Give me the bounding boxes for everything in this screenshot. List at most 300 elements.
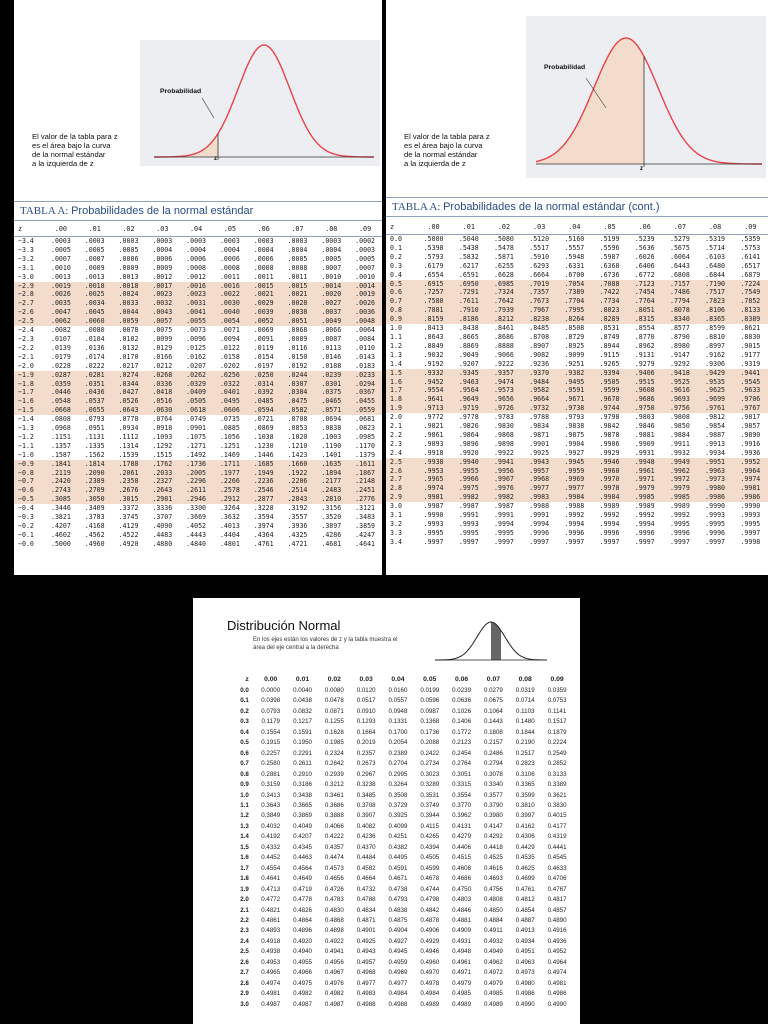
z-label-left: z bbox=[214, 156, 217, 162]
probability-cell: .9994 bbox=[529, 520, 550, 528]
probability-cell: .6844 bbox=[705, 270, 726, 279]
probability-cell: .0274 bbox=[112, 371, 146, 380]
probability-cell: 0.4977 bbox=[356, 979, 376, 987]
probability-cell: .9131 bbox=[634, 350, 655, 359]
probability-cell: .9049 bbox=[458, 350, 479, 359]
probability-cell: .9938 bbox=[416, 458, 451, 467]
probability-cell: .0154 bbox=[253, 352, 274, 361]
probability-cell: .9990 bbox=[423, 511, 444, 520]
probability-cell: .0023 bbox=[145, 290, 179, 299]
probability-cell: .0066 bbox=[321, 326, 342, 335]
probability-cell: 0.4418 bbox=[483, 843, 503, 851]
table-row bbox=[14, 522, 382, 531]
probability-cell: .2420 bbox=[44, 477, 78, 486]
probability-cell: .3632 bbox=[219, 513, 240, 522]
probability-cell: 0.4750 bbox=[452, 885, 472, 893]
probability-cell: .4090 bbox=[152, 522, 173, 530]
probability-cell: .0019 bbox=[348, 290, 382, 299]
z-value-cell: −0.9 bbox=[14, 460, 44, 469]
probability-cell: .0008 bbox=[287, 263, 308, 272]
probability-cell: 0.4920 bbox=[293, 937, 312, 945]
z-value-cell: −0.1 bbox=[18, 530, 34, 539]
probability-cell: .0054 bbox=[213, 317, 247, 326]
table-row bbox=[386, 360, 768, 369]
probability-cell: .0721 bbox=[253, 415, 274, 424]
probability-cell: .9989 bbox=[634, 502, 655, 511]
probability-cell: .9985 bbox=[662, 493, 697, 502]
probability-cell: .0068 bbox=[287, 326, 308, 335]
probability-cell: 0.4979 bbox=[452, 979, 472, 987]
table-row bbox=[14, 424, 382, 433]
probability-cell: .0026 bbox=[348, 299, 382, 308]
probability-cell: .9997 bbox=[423, 537, 444, 546]
probability-cell: 0.3997 bbox=[515, 812, 535, 820]
probability-cell: .0003 bbox=[287, 237, 308, 245]
z-value-cell: 1.8 bbox=[386, 395, 416, 404]
probability-cell: 0.4945 bbox=[388, 948, 408, 956]
probability-cell: .8389 bbox=[733, 315, 768, 324]
pointer-left bbox=[202, 98, 214, 118]
z-value-cell: 0.9 bbox=[386, 315, 416, 324]
probability-cell: .9927 bbox=[564, 448, 585, 457]
probability-cell: .7257 bbox=[416, 288, 451, 297]
probability-cell: .3520 bbox=[321, 513, 342, 522]
probability-cell: .9573 bbox=[486, 386, 521, 395]
probability-cell: 0.4868 bbox=[324, 916, 344, 924]
probability-cell: 0.4222 bbox=[324, 833, 344, 841]
probability-cell: 0.3907 bbox=[356, 812, 376, 820]
table-row bbox=[14, 433, 382, 442]
probability-cell: 0.4850 bbox=[483, 906, 503, 914]
probability-cell: 0.4893 bbox=[261, 927, 281, 935]
probability-cell: .0004 bbox=[186, 245, 207, 254]
probability-cell: .0322 bbox=[213, 380, 247, 389]
probability-cell: .3156 bbox=[321, 504, 342, 513]
probability-cell: .0016 bbox=[213, 282, 247, 291]
probability-cell: .1112 bbox=[118, 432, 139, 441]
z-value-cell: 1.2 bbox=[390, 341, 402, 350]
probability-cell: .9812 bbox=[705, 413, 726, 422]
probability-cell: .1515 bbox=[152, 450, 173, 459]
probability-cell: 0.4948 bbox=[452, 948, 472, 956]
probability-cell: .9881 bbox=[634, 430, 655, 439]
probability-cell: .0018 bbox=[78, 282, 112, 291]
table-row bbox=[223, 853, 573, 863]
table-row bbox=[386, 342, 768, 351]
probability-cell: .1003 bbox=[321, 432, 342, 441]
probability-cell: .0087 bbox=[321, 334, 342, 343]
probability-cell: .9918 bbox=[423, 448, 444, 457]
probability-cell: .0041 bbox=[179, 308, 213, 317]
probability-cell: .0010 bbox=[355, 272, 376, 281]
probability-cell: .9147 bbox=[669, 350, 690, 359]
probability-cell: .9875 bbox=[564, 430, 585, 439]
probability-cell: .0262 bbox=[179, 371, 213, 380]
probability-cell: .7123 bbox=[627, 280, 662, 289]
probability-cell: .0003 bbox=[84, 237, 105, 245]
probability-cell: 0.4625 bbox=[515, 864, 535, 872]
probability-cell: .0244 bbox=[281, 371, 315, 380]
z-value-cell: 3.0 bbox=[390, 502, 402, 511]
z-value-cell: 0.3 bbox=[390, 261, 402, 270]
probability-cell: 0.1591 bbox=[293, 728, 312, 736]
probability-cell: .0003 bbox=[50, 237, 71, 245]
probability-cell: 0.2324 bbox=[324, 749, 344, 757]
probability-cell: 0.4693 bbox=[483, 875, 503, 883]
table-row bbox=[386, 378, 768, 387]
probability-cell: .4129 bbox=[118, 522, 139, 530]
probability-cell: .9608 bbox=[627, 386, 662, 395]
probability-cell: 0.4987 bbox=[324, 1000, 344, 1008]
probability-cell: 0.3849 bbox=[261, 812, 281, 820]
probability-cell: .9975 bbox=[451, 484, 486, 493]
probability-cell: .7088 bbox=[592, 280, 627, 289]
probability-cell: .0006 bbox=[219, 254, 240, 263]
probability-cell: 0.1368 bbox=[420, 718, 440, 726]
probability-cell: .0150 bbox=[287, 352, 308, 361]
probability-cell: .9980 bbox=[698, 484, 733, 493]
probability-cell: .9032 bbox=[423, 350, 444, 359]
probability-cell: .0287 bbox=[44, 371, 78, 380]
probability-cell: 0.3980 bbox=[483, 812, 503, 820]
probability-cell: .0119 bbox=[253, 343, 274, 352]
probability-cell: 0.2939 bbox=[324, 770, 344, 778]
probability-cell: .8925 bbox=[564, 341, 585, 350]
probability-cell: 0.4015 bbox=[547, 812, 567, 820]
probability-cell: .9821 bbox=[423, 422, 444, 431]
probability-cell: .0007 bbox=[84, 254, 105, 263]
probability-cell: .4880 bbox=[152, 539, 173, 548]
probability-cell: 0.0753 bbox=[547, 697, 567, 705]
table-row bbox=[386, 395, 768, 404]
probability-cell: 0.1293 bbox=[356, 718, 376, 726]
probability-cell: 0.4881 bbox=[452, 916, 472, 924]
probability-cell: 0.3599 bbox=[515, 791, 535, 799]
probability-cell: .5793 bbox=[423, 252, 444, 261]
probability-cell: .0009 bbox=[118, 263, 139, 272]
probability-cell: .9177 bbox=[740, 350, 761, 359]
probability-cell: .1788 bbox=[112, 460, 146, 469]
z-value-cell: 3.2 bbox=[390, 520, 402, 528]
probability-cell: 0.2486 bbox=[483, 749, 503, 757]
probability-cell: .8599 bbox=[705, 324, 726, 333]
probability-cell: .9649 bbox=[451, 395, 486, 404]
probability-cell: 0.4474 bbox=[324, 854, 344, 862]
z-value-cell: −3.1 bbox=[18, 263, 34, 272]
probability-cell: .8980 bbox=[669, 341, 690, 350]
probability-cell: .0212 bbox=[152, 361, 173, 370]
table-row bbox=[223, 958, 573, 968]
probability-cell: 0.3729 bbox=[388, 801, 408, 809]
table-row bbox=[14, 504, 382, 513]
z-value-cell: 1.8 bbox=[240, 875, 249, 883]
table-row bbox=[223, 780, 573, 790]
probability-cell: .2946 bbox=[179, 495, 213, 504]
probability-cell: .0091 bbox=[253, 334, 274, 343]
probability-cell: .2810 bbox=[314, 495, 348, 504]
probability-cell: .9981 bbox=[416, 493, 451, 502]
probability-cell: .0384 bbox=[281, 388, 315, 397]
probability-cell: .1251 bbox=[219, 441, 240, 450]
probability-cell: .8643 bbox=[423, 332, 444, 341]
probability-cell: .0107 bbox=[50, 334, 71, 343]
probability-cell: .9971 bbox=[627, 475, 662, 484]
z-value-cell: −2.3 bbox=[18, 334, 34, 343]
probability-cell: 0.0398 bbox=[261, 697, 281, 705]
probability-cell: 0.1064 bbox=[483, 707, 503, 715]
probability-cell: 0.2190 bbox=[515, 739, 535, 747]
probability-cell: .3821 bbox=[50, 513, 71, 522]
probability-cell: .9686 bbox=[627, 395, 662, 404]
z-value-cell: 2.9 bbox=[386, 493, 416, 502]
probability-cell: .9738 bbox=[557, 404, 592, 413]
probability-cell: .0869 bbox=[253, 424, 274, 433]
probability-cell: 0.4812 bbox=[515, 896, 535, 904]
table-title-prefix: TABLA A: bbox=[392, 201, 441, 213]
probability-cell: 0.4887 bbox=[515, 916, 535, 924]
probability-cell: .3974 bbox=[253, 522, 274, 530]
probability-cell: 0.3508 bbox=[388, 791, 408, 799]
z-value-cell: 2.2 bbox=[240, 916, 249, 924]
table-row bbox=[386, 458, 768, 467]
probability-cell: .5359 bbox=[740, 235, 761, 243]
probability-cell: .9986 bbox=[733, 493, 768, 502]
column-header: .07 bbox=[281, 222, 315, 237]
probability-cell: 0.4525 bbox=[483, 854, 503, 862]
probability-cell: .9988 bbox=[564, 502, 585, 511]
probability-cell: .9906 bbox=[599, 439, 620, 448]
probability-cell: 0.2704 bbox=[388, 760, 408, 768]
probability-cell: 0.0279 bbox=[483, 687, 503, 694]
probability-cell: .7549 bbox=[733, 288, 768, 297]
probability-cell: .1292 bbox=[152, 441, 173, 450]
probability-cell: .9370 bbox=[522, 369, 557, 378]
table-row bbox=[223, 989, 573, 999]
probability-cell: .9955 bbox=[451, 467, 486, 476]
probability-cell: .9965 bbox=[416, 475, 451, 484]
probability-cell: 0.2123 bbox=[452, 739, 472, 747]
probability-cell: .3192 bbox=[287, 504, 308, 513]
table-row bbox=[386, 529, 768, 538]
probability-cell: 0.2673 bbox=[356, 760, 376, 768]
probability-cell: .0035 bbox=[44, 299, 78, 308]
probability-cell: 0.4236 bbox=[356, 833, 376, 841]
probability-cell: .0188 bbox=[321, 361, 342, 370]
probability-cell: .9854 bbox=[705, 422, 726, 431]
probability-cell: 0.4382 bbox=[388, 843, 408, 851]
table-row bbox=[223, 874, 573, 884]
table-row bbox=[14, 282, 382, 291]
z-value-cell: 2.3 bbox=[240, 927, 249, 935]
probability-cell: .0294 bbox=[348, 380, 382, 389]
probability-cell: .7291 bbox=[451, 288, 486, 297]
probability-cell: .9913 bbox=[705, 439, 726, 448]
table-row bbox=[14, 237, 382, 246]
probability-cell: .1151 bbox=[50, 432, 71, 441]
probability-cell: .5000 bbox=[50, 539, 71, 548]
probability-cell: .9756 bbox=[662, 404, 697, 413]
probability-cell: .0192 bbox=[287, 361, 308, 370]
probability-cell: .2643 bbox=[145, 486, 179, 495]
z-value-cell: −2.2 bbox=[18, 343, 34, 352]
column-header: .09 bbox=[733, 220, 768, 235]
probability-cell: 0.0080 bbox=[324, 687, 344, 694]
probability-cell: .3669 bbox=[186, 513, 207, 522]
probability-cell: .0129 bbox=[152, 343, 173, 352]
probability-cell: .9505 bbox=[592, 378, 627, 387]
table-row bbox=[223, 728, 573, 738]
probability-cell: .0329 bbox=[179, 380, 213, 389]
probability-cell: 0.1179 bbox=[261, 718, 280, 726]
probability-cell: 0.4564 bbox=[293, 864, 312, 872]
probability-cell: .8413 bbox=[423, 324, 444, 333]
probability-cell: .0344 bbox=[112, 380, 146, 389]
probability-cell: 0.4909 bbox=[452, 927, 472, 935]
probability-cell: 0.4131 bbox=[452, 822, 472, 830]
probability-cell: .6255 bbox=[494, 261, 514, 270]
probability-cell: .9995 bbox=[494, 528, 514, 537]
probability-cell: .0594 bbox=[247, 406, 281, 415]
probability-cell: .3557 bbox=[287, 513, 308, 522]
table-row bbox=[223, 759, 573, 769]
table-row bbox=[223, 811, 573, 821]
probability-cell: 0.4953 bbox=[261, 958, 281, 966]
table-row bbox=[14, 451, 382, 460]
column-header: .02 bbox=[486, 220, 521, 235]
z-value-cell: −3.4 bbox=[18, 237, 34, 245]
probability-cell: 0.1736 bbox=[420, 728, 440, 736]
probability-cell: .5319 bbox=[705, 235, 726, 243]
probability-cell: .9382 bbox=[557, 369, 592, 378]
probability-cell: .8508 bbox=[564, 324, 585, 333]
probability-cell: .8577 bbox=[669, 324, 690, 333]
probability-cell: .1611 bbox=[348, 460, 382, 469]
probability-cell: .0548 bbox=[44, 397, 78, 406]
probability-cell: 0.2995 bbox=[388, 770, 408, 778]
probability-cell: 0.1700 bbox=[388, 728, 408, 736]
probability-cell: .4013 bbox=[219, 522, 240, 530]
probability-cell: .0040 bbox=[213, 308, 247, 317]
probability-cell: .0089 bbox=[287, 334, 308, 343]
probability-cell: .9015 bbox=[740, 341, 761, 350]
probability-cell: .7995 bbox=[557, 306, 592, 315]
probability-cell: .0537 bbox=[78, 397, 112, 406]
probability-cell: .1492 bbox=[186, 450, 207, 459]
probability-cell: .6103 bbox=[705, 252, 726, 261]
column-header: .03 bbox=[522, 220, 557, 235]
probability-cell: .1038 bbox=[253, 432, 274, 441]
column-header: 0.02 bbox=[327, 676, 341, 683]
probability-cell: 0.4978 bbox=[420, 979, 440, 987]
probability-cell: 0.3340 bbox=[483, 781, 503, 789]
probability-cell: .3300 bbox=[186, 504, 207, 513]
probability-cell: .9817 bbox=[740, 413, 761, 422]
z-value-cell: 3.0 bbox=[240, 1000, 249, 1008]
probability-cell: .9732 bbox=[522, 404, 557, 413]
probability-cell: .4052 bbox=[186, 522, 207, 530]
probability-cell: .9251 bbox=[564, 359, 585, 368]
probability-cell: .0004 bbox=[219, 245, 240, 254]
probability-cell: 0.4803 bbox=[452, 896, 472, 904]
z-value-cell: −2.1 bbox=[18, 352, 34, 361]
z-value-cell: 1.3 bbox=[240, 822, 249, 830]
probability-cell: .0250 bbox=[247, 371, 281, 380]
table-row bbox=[14, 335, 382, 344]
probability-cell: .5987 bbox=[599, 252, 620, 261]
table-row bbox=[223, 801, 573, 811]
probability-cell: .8810 bbox=[705, 332, 726, 341]
probability-cell: .9868 bbox=[494, 430, 514, 439]
probability-cell: .1922 bbox=[281, 469, 315, 478]
probability-cell: .5714 bbox=[705, 243, 726, 252]
probability-cell: .0375 bbox=[314, 388, 348, 397]
z-value-cell: 0.2 bbox=[240, 707, 249, 715]
z-value-cell: 1.7 bbox=[386, 386, 416, 395]
probability-cell: 0.4969 bbox=[388, 969, 408, 977]
probability-cell: .0475 bbox=[281, 397, 315, 406]
probability-cell: 0.3289 bbox=[420, 781, 440, 789]
probability-cell: .7019 bbox=[522, 280, 557, 289]
probability-cell: .8686 bbox=[494, 332, 514, 341]
probability-cell: 0.4973 bbox=[515, 969, 535, 977]
probability-cell: .4721 bbox=[287, 539, 308, 548]
probability-cell: 0.4778 bbox=[293, 896, 312, 904]
probability-cell: .0116 bbox=[287, 343, 308, 352]
probability-cell: .0023 bbox=[179, 290, 213, 299]
probability-cell: .0062 bbox=[44, 317, 78, 326]
probability-cell: .0455 bbox=[348, 397, 382, 406]
column-header-z: z bbox=[14, 222, 44, 237]
probability-cell: 0.4979 bbox=[483, 979, 503, 987]
probability-cell: 0.4798 bbox=[420, 896, 440, 904]
probability-cell: .0485 bbox=[247, 397, 281, 406]
probability-cell: .8159 bbox=[416, 315, 451, 324]
probability-cell: 0.3554 bbox=[452, 791, 472, 799]
probability-cell: .6293 bbox=[529, 261, 550, 270]
probability-cell: .9864 bbox=[458, 430, 479, 439]
table-row bbox=[223, 686, 573, 696]
probability-cell: 0.0478 bbox=[324, 697, 344, 705]
table-row bbox=[14, 246, 382, 255]
probability-cell: .0011 bbox=[287, 272, 308, 281]
probability-cell: .9989 bbox=[669, 502, 690, 511]
probability-cell: .2611 bbox=[179, 486, 213, 495]
z-value-cell: 1.9 bbox=[240, 885, 249, 893]
probability-cell: .0014 bbox=[314, 282, 348, 291]
probability-cell: 0.3621 bbox=[547, 791, 567, 799]
probability-cell: .0032 bbox=[145, 299, 179, 308]
table-row bbox=[386, 324, 768, 333]
caption-left bbox=[32, 132, 118, 168]
probability-cell: .0104 bbox=[84, 334, 105, 343]
probability-cell: 0.4591 bbox=[388, 864, 408, 872]
column-header: .09 bbox=[348, 222, 382, 237]
probability-cell: .4483 bbox=[152, 530, 173, 539]
z-value-cell: 3.3 bbox=[390, 528, 402, 537]
probability-cell: .7794 bbox=[662, 297, 697, 306]
column-header: .01 bbox=[451, 220, 486, 235]
probability-cell: 0.4554 bbox=[261, 864, 281, 872]
z-value-cell: 1.4 bbox=[390, 359, 402, 368]
probability-cell: .9994 bbox=[599, 520, 620, 528]
probability-cell: .4681 bbox=[321, 539, 342, 548]
probability-cell: .9345 bbox=[451, 369, 486, 378]
probability-cell: .0985 bbox=[355, 432, 376, 441]
probability-cell: .9979 bbox=[627, 484, 662, 493]
probability-cell: .4404 bbox=[219, 530, 240, 539]
probability-cell: .5948 bbox=[564, 252, 585, 261]
z-value-cell: 0.4 bbox=[240, 728, 249, 736]
